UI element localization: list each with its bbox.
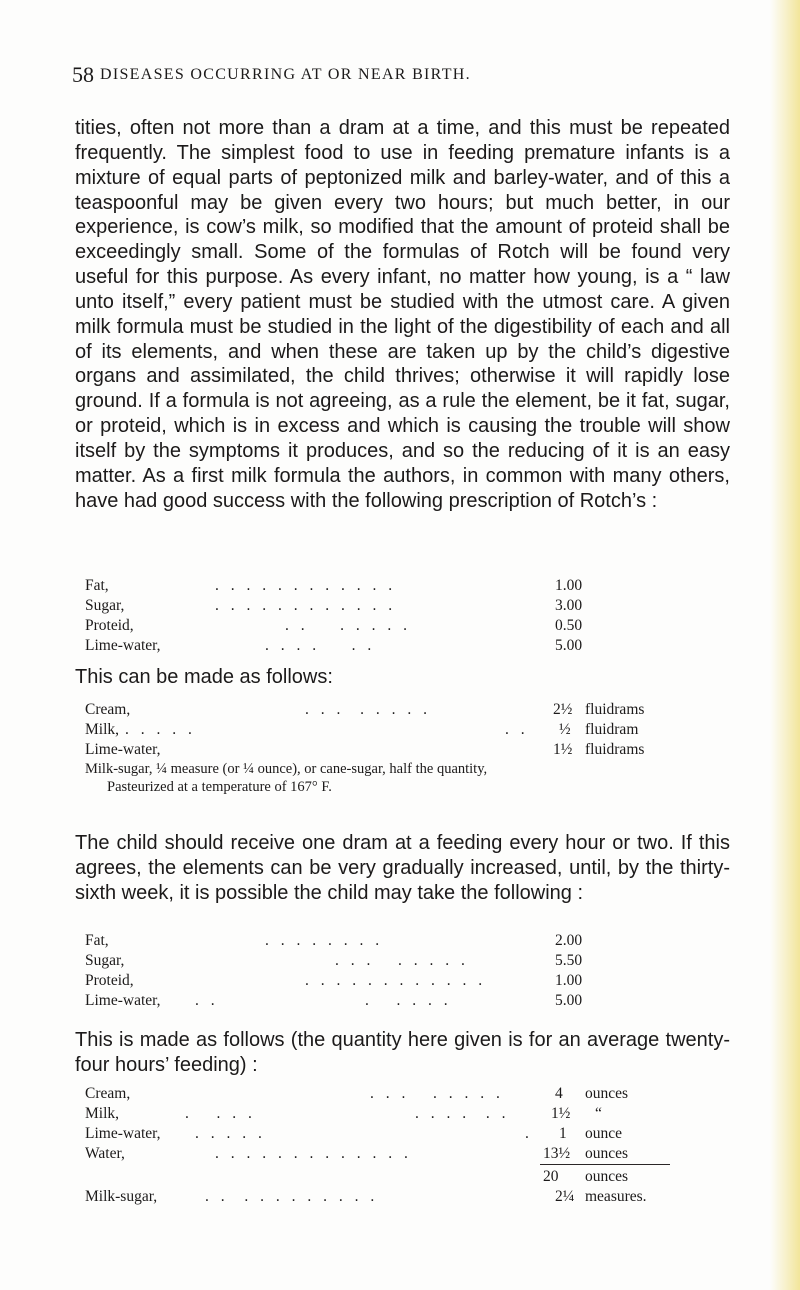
- formula2-label: Sugar,: [85, 952, 125, 969]
- preparation1-value: ½: [559, 721, 571, 738]
- formula2-row: [85, 952, 645, 972]
- preparation2-row: [85, 1125, 705, 1145]
- page-edge-tint: [770, 0, 800, 1290]
- leader-dots: . . . . . . . . . . . .: [305, 972, 487, 989]
- leader-dots: . .: [195, 992, 219, 1009]
- leader-dots: . . . . .: [125, 721, 196, 738]
- preparation1-label: Milk,: [85, 721, 120, 738]
- preparation2-value: 1½: [551, 1105, 571, 1122]
- formula1-row: [85, 617, 645, 637]
- leader-dots: . . . . . .: [265, 637, 376, 654]
- paragraph-feeding-schedule: The child should receive one dram at a feeding every hour or two. If this agrees, the elements can be very gradually increased, until, by the thirty-sixth week, it is possible the child may take the following :: [75, 832, 730, 904]
- preparation2-label: Lime-water,: [85, 1125, 161, 1142]
- formula1-value: 1.00: [555, 577, 583, 594]
- preparation1-unit: fluidrams: [585, 701, 645, 718]
- formula2-value: 5.50: [555, 952, 583, 969]
- preparation2-row: [85, 1085, 705, 1105]
- preparation1-row: [85, 721, 685, 741]
- preparation1-unit: fluidram: [585, 721, 639, 738]
- page-number: 58: [72, 62, 94, 87]
- leader-dots: . . . . .: [195, 1125, 266, 1142]
- paragraph-feeding-premature-infants: tities, often not more than a dram at a time, and this must be repeated frequently. The simplest food to use in feeding premature infants is a mixture of equal parts of peptonized milk and barley-water, and of this a teaspoonful may be given every two hours; but much better, in our experience, is cow’s milk, so modified that the amount of proteid shall be exceedingly small. Some of the formulas of Rotch will be found very useful for this purpose. As every infant, no matter how young, is a “ law unto itself,” every patient must be studied with the utmost care. A given milk formula must be studied in the light of the digestibility of each and all of its elements, and when these are taken up by the child’s digestive organs and assimilated, the child thrives; otherwise it will rapidly lose ground. If a formula is not agreeing, as a rule the element, be it fat, sugar, or proteid, which is in excess and which is causing the trouble will show itself by the symptoms it produces, and so the reducing of it is an easy matter. As a first milk formula the authors, in common with many others, have had good success with the following prescription of Rotch’s :: [75, 117, 730, 512]
- preparation1-value: 1½: [553, 741, 573, 758]
- running-head: DISEASES OCCURRING AT OR NEAR BIRTH.: [100, 66, 471, 83]
- leader-dots: . . . . . . . . . . .: [205, 1188, 379, 1205]
- preparation2-total-value: 20: [543, 1168, 559, 1185]
- formula1-value: 5.00: [555, 637, 583, 654]
- formula1-row: [85, 577, 645, 597]
- formula2-value: 5.00: [555, 992, 583, 1009]
- formula2-row: [85, 972, 645, 992]
- formula2-label: Lime-water,: [85, 992, 161, 1009]
- formula2-row: [85, 992, 645, 1012]
- preparation2-value: 4: [555, 1085, 563, 1102]
- preparation1-value: 2½: [553, 701, 573, 718]
- page-header: [72, 58, 732, 88]
- formula1-value: 0.50: [555, 617, 583, 634]
- preparation2-sugar-row: [85, 1188, 705, 1208]
- paragraph-twenty-four-hours: This is made as follows (the quantity here given is for an average twenty-four hours’ feeding) :: [75, 1029, 730, 1076]
- preparation2-label: Water,: [85, 1145, 125, 1162]
- preparation1-label: Lime-water,: [85, 741, 161, 758]
- leader-dots: . . . . . . . . . . . . .: [215, 1145, 412, 1162]
- preparation2-unit: ounces: [585, 1145, 629, 1162]
- preparation1-note-text: Milk-sugar, ¼ measure (or ¼ ounce), or cane-sugar, half the quantity, Pasteurized at a temperature of 167° F.: [85, 761, 488, 795]
- leader-dots: . . . . .: [365, 992, 452, 1009]
- preparation2-value: 13½: [543, 1145, 571, 1162]
- preparation2-label: Cream,: [85, 1085, 131, 1102]
- formula1-label: Fat,: [85, 577, 109, 594]
- preparation2-unit: “: [595, 1105, 602, 1122]
- leader-dots: . . . . . . . . . . . .: [215, 597, 397, 614]
- preparation2-unit: ounce: [585, 1125, 623, 1142]
- leader-dots: . . . . . . . . . . . .: [215, 577, 397, 594]
- leader-dots: . . . . . . . .: [265, 932, 384, 949]
- formula2-value: 2.00: [555, 932, 583, 949]
- leader-dots: . . . . . . . .: [305, 701, 431, 718]
- preparation1-row: [85, 741, 685, 761]
- leader-dots: . .: [505, 721, 529, 738]
- leader-dots: . . . .: [185, 1105, 256, 1122]
- preparation2-value: 1: [559, 1125, 567, 1142]
- preparation2-sugar-label: Milk-sugar,: [85, 1188, 158, 1205]
- preparation1-unit: fluidrams: [585, 741, 645, 758]
- leader-dots: .: [525, 1125, 533, 1142]
- leader-dots: . . . . . .: [415, 1105, 510, 1122]
- formula1-row: [85, 597, 645, 617]
- leader-dots: . . . . . . .: [285, 617, 411, 634]
- preparation1-note: [85, 761, 525, 796]
- preparation2-row: [85, 1145, 705, 1165]
- formula1-label: Lime-water,: [85, 637, 161, 654]
- preparation2-sugar-unit: measures.: [585, 1188, 647, 1205]
- preparation2-row: [85, 1105, 705, 1125]
- preparation2-unit: ounces: [585, 1085, 629, 1102]
- formula2-label: Fat,: [85, 932, 109, 949]
- preparation2-total-row: [85, 1168, 705, 1188]
- preparation1-row: [85, 701, 685, 721]
- preparation2-label: Milk,: [85, 1105, 120, 1122]
- preparation1-label: Cream,: [85, 701, 131, 718]
- leader-dots: . . . . . . . .: [335, 952, 469, 969]
- formula1-value: 3.00: [555, 597, 583, 614]
- preparation2-total-unit: ounces: [585, 1168, 629, 1185]
- leader-dots: . . . . . . . .: [370, 1085, 504, 1102]
- formula2-value: 1.00: [555, 972, 583, 989]
- formula1-label: Sugar,: [85, 597, 125, 614]
- preparation1-intro: This can be made as follows:: [75, 666, 333, 688]
- formula1-label: Proteid,: [85, 617, 134, 634]
- formula2-row: [85, 932, 645, 952]
- formula1-row: [85, 637, 645, 657]
- sum-rule: [540, 1164, 670, 1165]
- formula2-label: Proteid,: [85, 972, 134, 989]
- preparation2-sugar-value: 2¼: [555, 1188, 575, 1205]
